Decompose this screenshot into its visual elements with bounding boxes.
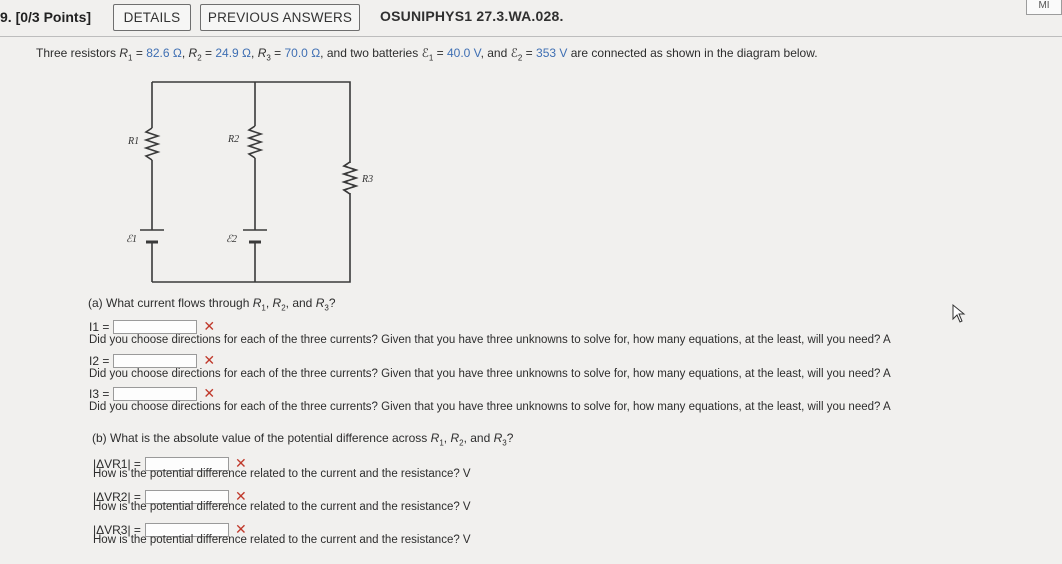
dv3-label: |ΔVR3| = <box>93 522 141 537</box>
i3-input[interactable] <box>113 387 197 401</box>
i1-input[interactable] <box>113 320 197 334</box>
i1-hint: Did you choose directions for each of the three currents? Given that you have three unknowns to solve for, how many equations, at the least, will you need? A <box>89 334 891 346</box>
dv1-label: |ΔVR1| = <box>93 456 141 471</box>
r3-symbol: $R_3$ <box>257 46 271 63</box>
problem-statement: Three resistors $R_1 = 82.6$ Ω, $R_2 = 24.9$ Ω, $R_3 = 70.0$ Ω, and two batteries ℰ$_1$ = 40.0 V, and ℰ$_2$ = 353 V are connected as shown in the diagram below. <box>36 46 818 63</box>
e1-label: ℰ1 <box>126 234 138 245</box>
dv3-hint: How is the potential difference related to the current and the resistance? V <box>93 534 471 546</box>
i2-label: I2 = <box>89 353 110 368</box>
i3-hint: Did you choose directions for each of the three currents? Given that you have three unknowns to solve for, how many equations, at the least, will you need? A <box>89 401 891 413</box>
question-code: OSUNIPHYS1 27.3.WA.028. <box>380 8 564 24</box>
i2-input[interactable] <box>113 354 197 368</box>
r3-value: 70.0 Ω <box>284 46 321 60</box>
dv1-hint: How is the potential difference related to the current and the resistance? V <box>93 468 471 480</box>
part-b-question: (b) What is the absolute value of the potential difference across $R_1$, $R_2$, and $R_3$? <box>92 431 514 448</box>
r1-symbol: $R_1$ <box>119 46 133 63</box>
e1-symbol: ℰ$_1$ <box>421 46 434 63</box>
wrong-icon: ✕ <box>234 521 247 537</box>
i3-label: I3 = <box>89 386 110 401</box>
answer-row-i3 <box>89 385 215 402</box>
header-divider <box>0 36 1062 37</box>
dv2-label: |ΔVR2| = <box>93 489 141 504</box>
e2-label: ℰ2 <box>226 234 238 245</box>
r2-symbol: $R_2$ <box>188 46 202 63</box>
circuit-diagram <box>110 70 374 290</box>
i1-label: I1 = <box>89 319 110 334</box>
r2-resistor <box>249 126 261 158</box>
corner-badge[interactable]: MI <box>1026 0 1062 15</box>
r1-resistor <box>146 128 158 160</box>
answer-row-i1 <box>89 318 215 335</box>
r2-label: R2 <box>228 134 240 145</box>
r3-label: R3 <box>362 174 374 185</box>
r1-value: 82.6 Ω <box>146 46 182 60</box>
e1-value: 40.0 V <box>446 46 481 60</box>
r2-value: 24.9 Ω <box>215 46 252 60</box>
e2-value: 353 V <box>536 46 568 60</box>
answer-row-i2 <box>89 352 215 369</box>
cursor-icon <box>952 304 966 324</box>
wrong-icon: ✕ <box>203 318 216 334</box>
circuit-wire-outer <box>152 82 350 282</box>
wrong-icon: ✕ <box>203 352 216 368</box>
question-number: 9. [0/3 Points] <box>0 9 92 25</box>
r1-label: R1 <box>128 136 140 147</box>
part-a-question: (a) What current flows through $R_1$, $R_2$, and $R_3$? <box>88 296 336 313</box>
dv2-hint: How is the potential difference related to the current and the resistance? V <box>93 501 471 513</box>
problem-pre: Three resistors <box>36 46 117 60</box>
batteries-text: , and two batteries <box>320 46 419 60</box>
e2-symbol: ℰ$_2$ <box>510 46 523 63</box>
and-text: , and <box>480 46 508 60</box>
wrong-icon: ✕ <box>234 455 247 471</box>
previous-answers-button[interactable]: PREVIOUS ANSWERS <box>200 4 360 31</box>
problem-post: are connected as shown in the diagram below. <box>570 46 818 60</box>
details-button[interactable]: DETAILS <box>113 4 191 31</box>
wrong-icon: ✕ <box>234 488 247 504</box>
i2-hint: Did you choose directions for each of the three currents? Given that you have three unknowns to solve for, how many equations, at the least, will you need? A <box>89 368 891 380</box>
wrong-icon: ✕ <box>203 385 216 401</box>
